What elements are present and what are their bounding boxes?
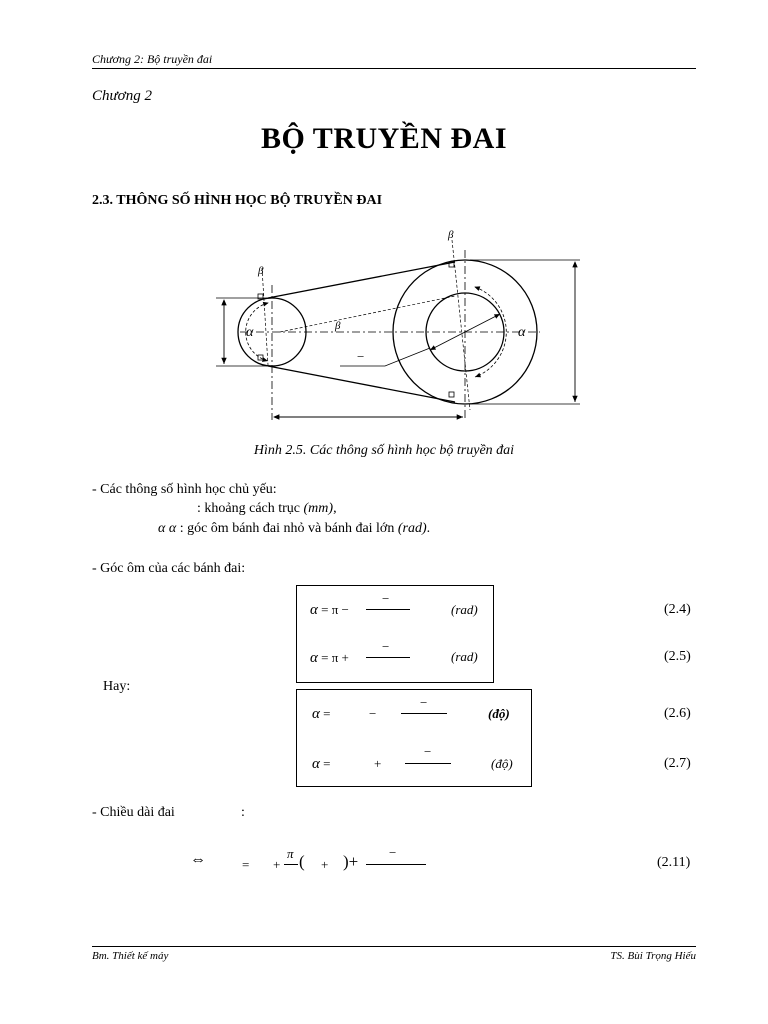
footer-rule xyxy=(92,946,696,947)
wrap-angle-label: - Góc ôm của các bánh đai: xyxy=(92,561,246,576)
eq-2-6: α = xyxy=(312,706,331,722)
header-rule xyxy=(92,68,696,69)
equiv-arrow: ⇔ xyxy=(190,851,206,868)
alpha-label-right: α xyxy=(518,325,526,340)
eq-2-5: α = π + xyxy=(310,650,349,666)
hay-label: Hay: xyxy=(103,679,131,694)
leader-label: − xyxy=(357,349,365,364)
eq-2-7: α = xyxy=(312,756,331,772)
running-header: Chương 2: Bộ truyền đai xyxy=(92,52,213,66)
equation-box-rad xyxy=(296,585,494,683)
belt-lower xyxy=(268,366,455,402)
eq-number-2-4: (2.4) xyxy=(664,602,691,617)
belt-length-label: - Chiều dài đai xyxy=(92,805,175,820)
figure-caption: Hình 2.5. Các thông số hình học bộ truyền đai xyxy=(253,443,515,458)
beta-label-mid: β xyxy=(335,320,341,332)
eq-number-2-5: (2.5) xyxy=(664,649,691,664)
eq-2-4: α = π − xyxy=(310,602,349,618)
belt-upper xyxy=(268,262,455,298)
footer-right: TS. Bùi Trọng Hiếu xyxy=(610,950,696,962)
beta-label-right: β xyxy=(448,229,454,241)
alpha-label-left: α xyxy=(246,325,254,340)
belt-drive-figure xyxy=(200,222,600,432)
eq-number-2-11: (2.11) xyxy=(657,855,691,870)
params-distance: : khoảng cách trục (mm), xyxy=(197,501,337,516)
params-intro: - Các thông số hình học chủ yếu: xyxy=(92,482,277,497)
beta-label-left: β xyxy=(258,265,264,277)
section-heading: 2.3. THÔNG SỐ HÌNH HỌC BỘ TRUYỀN ĐAI xyxy=(92,193,383,208)
footer-left: Bm. Thiết kế máy xyxy=(92,950,169,962)
eq-number-2-6: (2.6) xyxy=(664,706,691,721)
chapter-title: BỘ TRUYỀN ĐAI xyxy=(261,122,507,155)
equation-box-deg xyxy=(296,689,532,787)
chapter-label: Chương 2 xyxy=(92,88,152,104)
eq-number-2-7: (2.7) xyxy=(664,756,691,771)
params-angle: α α : góc ôm bánh đai nhỏ và bánh đai lớn (rad). xyxy=(158,521,431,536)
